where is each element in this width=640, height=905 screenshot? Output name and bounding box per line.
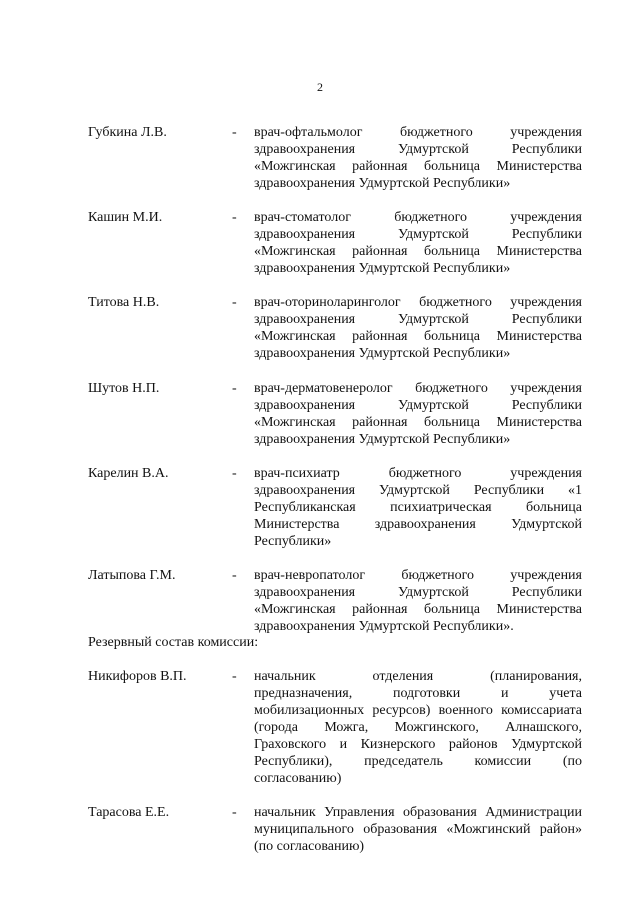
position-line: «Можгинская районная больница Министерства	[254, 415, 582, 430]
position-line: здравоохранения Удмуртской Республики	[254, 142, 582, 157]
position-line: врач-стоматолог бюджетного учреждения	[254, 210, 582, 225]
member-position	[254, 294, 582, 362]
position-line: врач-невропатолог бюджетного учреждения	[254, 568, 582, 583]
member-dash: -	[232, 568, 237, 583]
member-name: Губкина Л.В.	[88, 125, 167, 140]
position-line: «Можгинская районная больница Министерства	[254, 329, 582, 344]
position-line: здравоохранения Удмуртской Республики	[254, 227, 582, 242]
member-position	[254, 209, 582, 277]
position-line: мобилизационных ресурсов) военного комиссариата	[254, 703, 582, 718]
member-position	[254, 567, 582, 635]
position-line: согласованию)	[254, 771, 342, 786]
member-dash: -	[232, 669, 237, 684]
position-line: здравоохранения Удмуртской Республики	[254, 312, 582, 327]
position-line: врач-оториноларинголог бюджетного учреждения	[254, 295, 582, 310]
position-line: (города Можга, Можгинского, Алнашского,	[254, 720, 582, 735]
member-name: Титова Н.В.	[88, 295, 160, 310]
member-position	[254, 804, 582, 855]
member-name: Никифоров В.П.	[88, 669, 187, 684]
position-line: предназначения, подготовки и учета	[254, 686, 582, 701]
position-line: Республики), председатель комиссии (по	[254, 754, 582, 769]
position-line: врач-психиатр бюджетного учреждения	[254, 466, 582, 481]
position-line: (по согласованию)	[254, 839, 365, 854]
position-line: здравоохранения Удмуртской Республики»	[254, 346, 511, 361]
position-line: Граховского и Кизнерского районов Удмуртской	[254, 737, 582, 752]
position-line: начальник отделения (планирования,	[254, 669, 582, 684]
position-line: здравоохранения Удмуртской Республики «1	[254, 483, 582, 498]
member-dash: -	[232, 210, 237, 225]
position-line: здравоохранения Удмуртской Республики	[254, 398, 582, 413]
position-line: здравоохранения Удмуртской Республики»	[254, 261, 511, 276]
position-line: здравоохранения Удмуртской Республики»	[254, 432, 511, 447]
reserve-section-title: Резервный состав комиссии:	[88, 635, 259, 650]
member-dash: -	[232, 805, 237, 820]
position-line: «Можгинская районная больница Министерства	[254, 602, 582, 617]
position-line: здравоохранения Удмуртской Республики»	[254, 176, 511, 191]
position-line: врач-офтальмолог бюджетного учреждения	[254, 125, 582, 140]
member-position	[254, 380, 582, 448]
member-position	[254, 124, 582, 192]
position-line: муниципального образования «Можгинский район»	[254, 822, 582, 837]
member-name: Кашин М.И.	[88, 210, 163, 225]
position-line: Министерства здравоохранения Удмуртской	[254, 517, 582, 532]
position-line: врач-дерматовенеролог бюджетного учреждения	[254, 381, 582, 396]
member-dash: -	[232, 466, 237, 481]
position-line: Республики»	[254, 534, 332, 549]
member-name: Карелин В.А.	[88, 466, 169, 481]
position-line: «Можгинская районная больница Министерства	[254, 244, 582, 259]
position-line: «Можгинская районная больница Министерства	[254, 159, 582, 174]
member-dash: -	[232, 125, 237, 140]
member-position	[254, 668, 582, 787]
position-line: начальник Управления образования Администрации	[254, 805, 582, 820]
member-position	[254, 465, 582, 550]
position-line: здравоохранения Удмуртской Республики».	[254, 619, 514, 634]
member-name: Шутов Н.П.	[88, 381, 160, 396]
member-dash: -	[232, 381, 237, 396]
member-dash: -	[232, 295, 237, 310]
page-number: 2	[317, 80, 323, 94]
position-line: здравоохранения Удмуртской Республики	[254, 585, 582, 600]
member-name: Тарасова Е.Е.	[88, 805, 170, 820]
position-line: Республиканская психиатрическая больница	[254, 500, 582, 515]
member-name: Латыпова Г.М.	[88, 568, 176, 583]
